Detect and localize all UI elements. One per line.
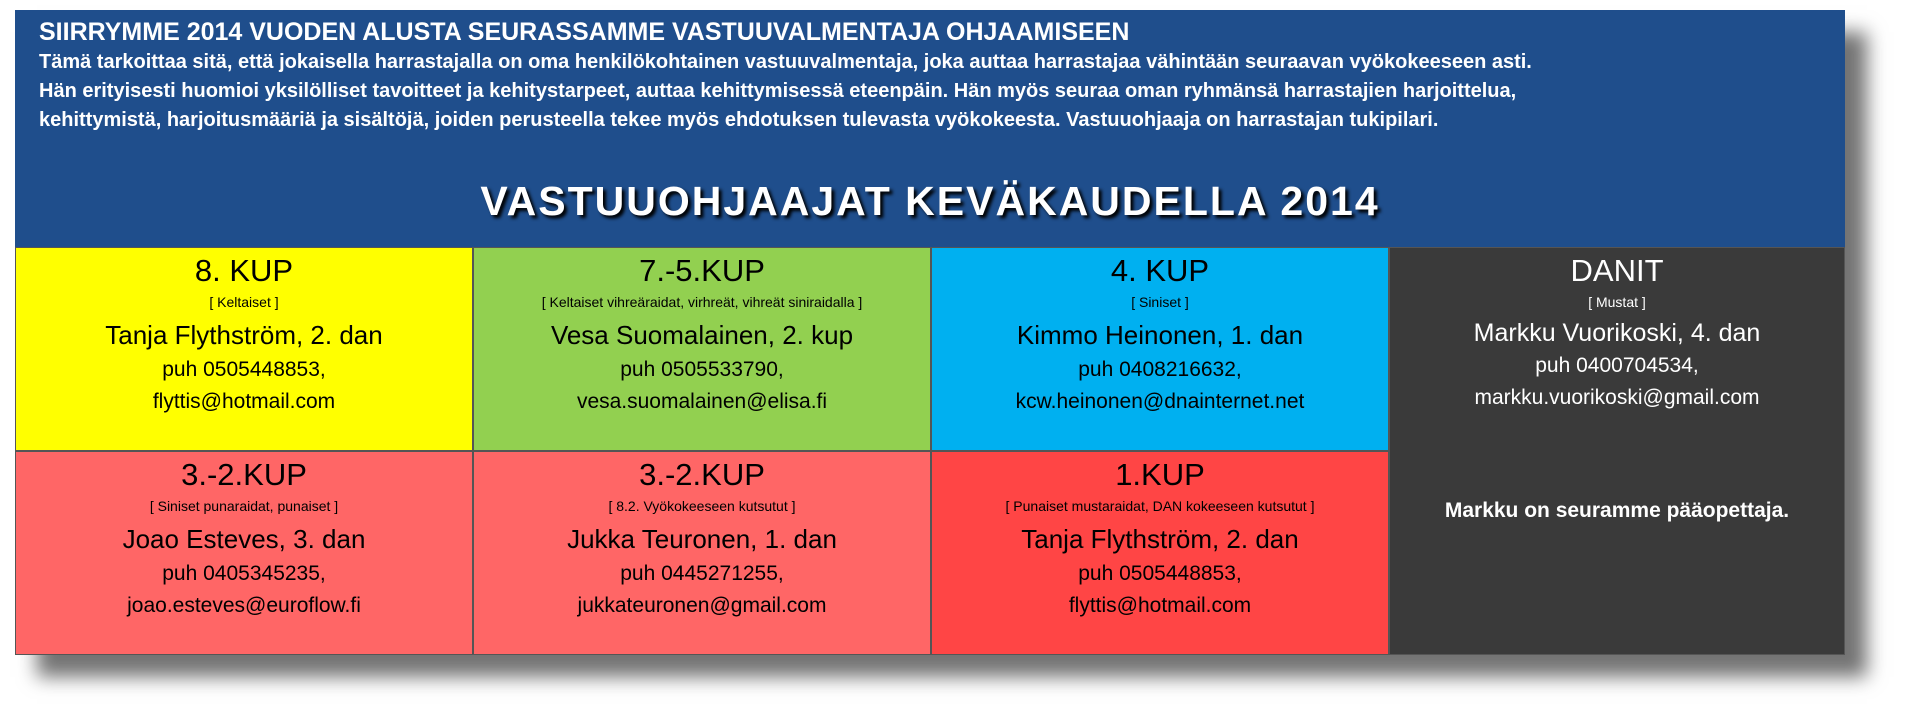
intro-line: kehittymistä, harjoitusmääriä ja sisältöjä, joiden perusteella tekee myös ehdotuksen tulevasta vyökokeesta. Vastuuohjaaja on harrastajan tukipilari. — [39, 109, 1439, 131]
cell-4-kup — [931, 247, 1389, 451]
instructor-phone: puh 0505533790, — [620, 358, 784, 381]
instructor-name: Joao Esteves, 3. dan — [122, 524, 366, 554]
header-panel — [15, 10, 1845, 247]
instructor-phone: puh 0445271255, — [620, 562, 784, 585]
instructor-email[interactable]: jukkateuronen@gmail.com — [577, 594, 827, 617]
intro-title: SIIRRYMME 2014 VUODEN ALUSTA SEURASSAMME VASTUUVALMENTAJA OHJAAMISEEN — [39, 18, 1130, 46]
rank-label: 3.-2.KUP — [639, 457, 765, 492]
instructor-name: Kimmo Heinonen, 1. dan — [1016, 320, 1304, 350]
rank-label: 1.KUP — [1115, 457, 1205, 492]
belt-colors: [ Siniset punaraidat, punaiset ] — [149, 498, 339, 514]
instructor-email[interactable]: joao.esteves@euroflow.fi — [127, 594, 361, 617]
instructor-phone: puh 0505448853, — [162, 358, 326, 381]
instructor-email[interactable]: kcw.heinonen@dnainternet.net — [1015, 390, 1305, 413]
instructor-name: Vesa Suomalainen, 2. kup — [550, 320, 854, 350]
rank-label: 7.-5.KUP — [639, 253, 765, 288]
instructor-name: Markku Vuorikoski, 4. dan — [1473, 319, 1761, 347]
instructor-phone: puh 0405345235, — [162, 562, 326, 585]
intro-line: Hän erityisesti huomioi yksilölliset tavoitteet ja kehitystarpeet, auttaa kehittymisessä eteenpäin. Hän myös seuraa oman ryhmänsä harrastajien harjoittelua, — [39, 80, 1517, 102]
belt-colors: [ 8.2. Vyökokeeseen kutsutut ] — [608, 498, 796, 514]
instructor-name: Jukka Teuronen, 1. dan — [567, 524, 837, 554]
belt-colors: [ Keltaiset ] — [209, 294, 279, 310]
cell-3-2-kup-invited — [473, 451, 931, 655]
main-title: VASTUUOHJAAJAT KEVÄKAUDELLA 2014 — [480, 178, 1380, 224]
instructor-email[interactable]: flyttis@hotmail.com — [1068, 594, 1252, 617]
instructor-name: Tanja Flythström, 2. dan — [105, 320, 383, 350]
intro-line: Tämä tarkoittaa sitä, että jokaisella harrastajalla on oma henkilökohtainen vastuuvalmentaja, joka auttaa harrastajaa vähintään seuraavan vyökokeeseen asti. — [39, 51, 1532, 73]
cell-danit — [1389, 247, 1845, 655]
instructor-phone: puh 0408216632, — [1078, 358, 1242, 381]
instructor-email[interactable]: markku.vuorikoski@gmail.com — [1474, 386, 1760, 409]
head-instructor-note: Markku on seuramme pääopettaja. — [1444, 499, 1790, 522]
rank-label: 3.-2.KUP — [181, 457, 307, 492]
belt-colors: [ Siniset ] — [1131, 294, 1189, 310]
rank-label: 8. KUP — [194, 253, 294, 288]
cell-1-kup — [931, 451, 1389, 655]
cell-7-5-kup — [473, 247, 931, 451]
instructor-email[interactable]: vesa.suomalainen@elisa.fi — [576, 390, 828, 413]
instructor-name: Tanja Flythström, 2. dan — [1021, 524, 1299, 554]
belt-colors: [ Punaiset mustaraidat, DAN kokeeseen kutsutut ] — [1005, 498, 1315, 514]
cell-8-kup — [15, 247, 473, 451]
belt-colors: [ Keltaiset vihreäraidat, virhreät, vihreät siniraidalla ] — [541, 294, 863, 310]
instructor-email[interactable]: flyttis@hotmail.com — [152, 390, 336, 413]
instructor-phone: puh 0505448853, — [1078, 562, 1242, 585]
belt-colors: [ Mustat ] — [1588, 294, 1646, 310]
instructor-board — [15, 10, 1845, 655]
instructor-phone: puh 0400704534, — [1535, 354, 1699, 377]
rank-label: 4. KUP — [1110, 253, 1210, 288]
rank-label: DANIT — [1570, 253, 1664, 288]
cell-3-2-kup — [15, 451, 473, 655]
